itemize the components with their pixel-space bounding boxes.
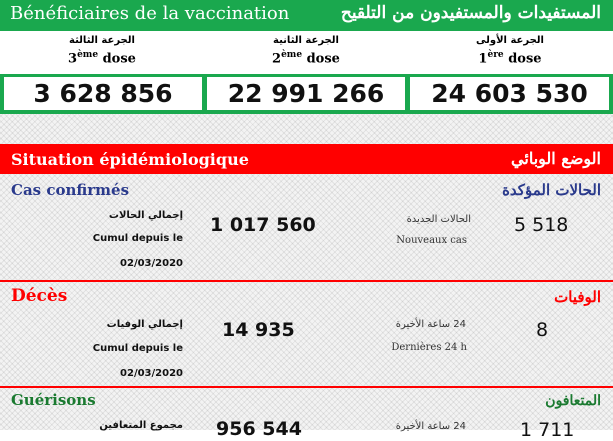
dose-values-bar: [0, 74, 613, 114]
recovered-new-label-ar: 24 ساعة الأخيرة: [395, 421, 466, 432]
dose-2-value: 22 991 266: [207, 77, 405, 110]
deaths-total-value: 14 935: [222, 319, 295, 341]
dose-labels: [0, 31, 613, 74]
dose-1-word: dose: [508, 51, 542, 67]
dose-3-value: 3 628 856: [4, 77, 202, 110]
dose-3-word: dose: [102, 51, 136, 67]
dose-1-ordinal: 1: [478, 51, 488, 67]
dose-2-word: dose: [306, 51, 340, 67]
dose-1-label: [410, 31, 610, 74]
recovered-total-label-ar: مجموع المتعافين: [99, 420, 183, 431]
dose-2-label: [206, 31, 406, 74]
dose-2-suffix: ème: [281, 50, 303, 60]
recovered-new-value: 1 711: [520, 419, 575, 441]
dose-1-label-ar: الجرعة الأولى: [476, 35, 544, 46]
deaths-title-ar: الوفيات: [554, 288, 601, 306]
dose-3-suffix: ème: [77, 50, 99, 60]
epi-title-fr: Situation épidémiologique: [11, 150, 249, 169]
confirmed-section: [0, 174, 613, 280]
confirmed-new-label-ar: الحالات الجديدة: [406, 214, 471, 225]
deaths-new-value: 8: [536, 319, 549, 341]
dose-3-label-ar: الجرعة الثالثة: [69, 35, 135, 46]
vaccination-header: [0, 0, 613, 31]
dose-1-suffix: ère: [487, 50, 504, 60]
dose-3-ordinal: 3: [68, 51, 78, 67]
confirmed-cumul-label: Cumul depuis le: [92, 233, 183, 244]
recovered-total-value: 956 544: [216, 418, 302, 440]
vaccination-title-ar: المستفيدات والمستفيدون من التلقيح: [340, 3, 601, 23]
recovered-title-ar: المتعافون: [545, 393, 601, 409]
dose-2-ordinal: 2: [272, 51, 282, 67]
epi-title-ar: الوضع الوبائي: [511, 149, 601, 168]
deaths-new-label-ar: 24 ساعة الأخيرة: [395, 319, 466, 330]
confirmed-total-label-ar: إجمالي الحالات: [108, 210, 183, 221]
deaths-new-label-fr: Dernières 24 h: [391, 342, 467, 353]
confirmed-title-ar: الحالات المؤكدة: [502, 181, 601, 199]
recovered-title-fr: Guérisons: [11, 391, 96, 409]
hatched-spacer: [0, 114, 613, 144]
dose-1-value: 24 603 530: [410, 77, 609, 110]
deaths-cumul-label: Cumul depuis le: [92, 343, 183, 354]
confirmed-new-label-fr: Nouveaux cas: [396, 235, 467, 246]
confirmed-cumul-date: 02/03/2020: [120, 258, 183, 269]
deaths-title-fr: Décès: [11, 286, 68, 306]
confirmed-total-value: 1 017 560: [210, 214, 316, 236]
epidemiological-header: [0, 144, 613, 174]
deaths-total-label-ar: إجمالي الوفيات: [106, 319, 183, 330]
deaths-section: [0, 282, 613, 386]
confirmed-title-fr: Cas confirmés: [11, 181, 130, 199]
dose-3-label: [2, 31, 202, 74]
deaths-cumul-date: 02/03/2020: [120, 368, 183, 379]
vaccination-title-fr: Bénéficiaires de la vaccination: [10, 3, 290, 24]
dose-2-label-ar: الجرعة الثانية: [273, 35, 339, 46]
confirmed-new-value: 5 518: [514, 214, 569, 236]
recovered-section: [0, 388, 613, 441]
